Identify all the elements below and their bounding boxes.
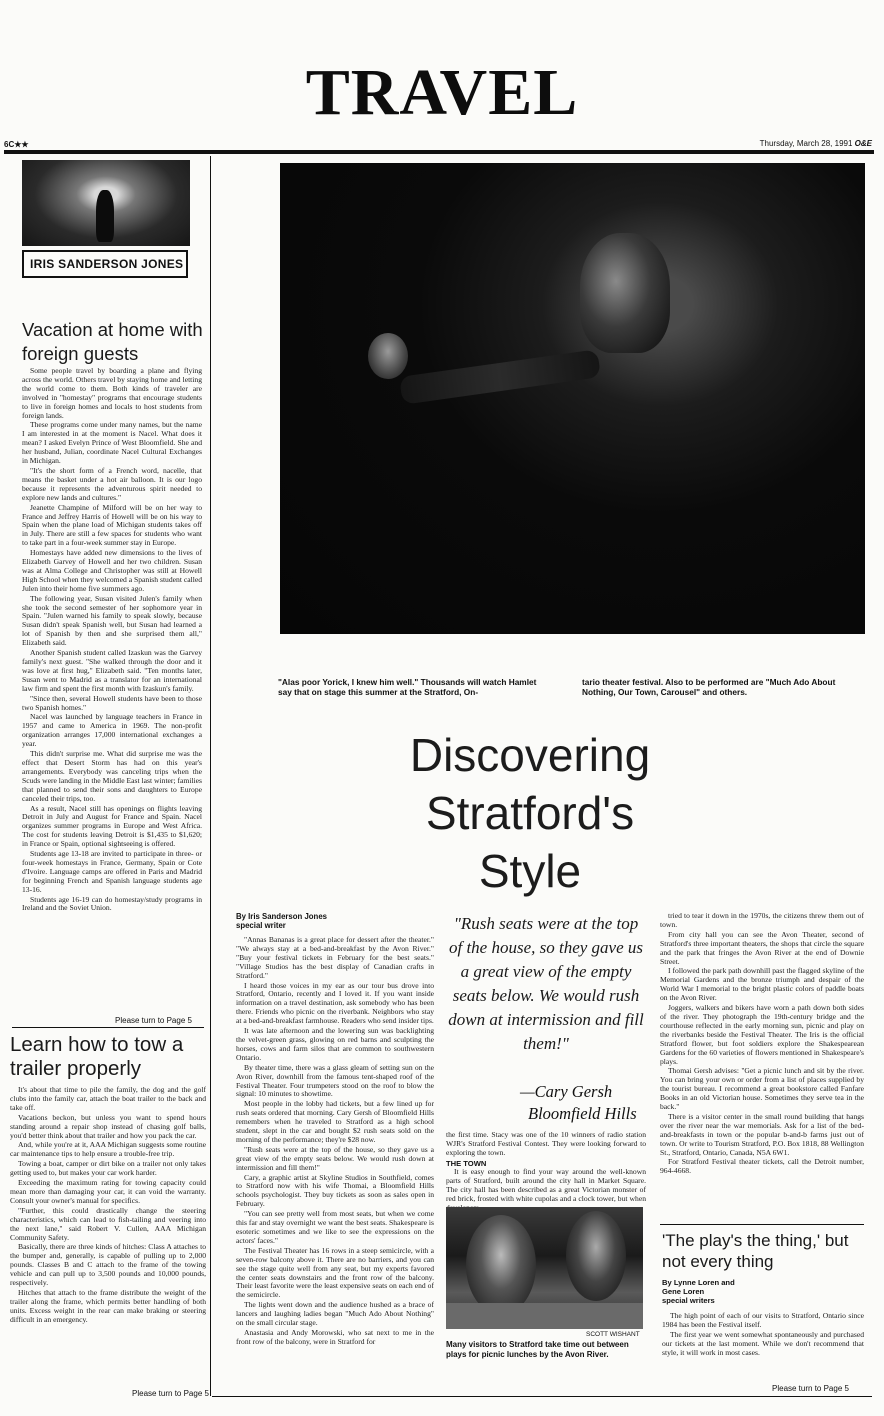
paragraph: Cary, a graphic artist at Skyline Studios in Southfield, comes to Stratford now with his wife Thomai, a Bloomfield Hills schools psychologist. They buy tickets as soon as sales open in February. bbox=[236, 1172, 434, 1209]
section-separator bbox=[210, 156, 211, 1396]
sidebar-rule bbox=[660, 1224, 864, 1225]
paragraph: Students age 13-18 are invited to participate in three- or four-week homestays in France, Germany, Spain or Cote d'Ivoire. Language camps are offered in Paris and Madrid for beginning French and Spanish language students age 13-16. bbox=[22, 849, 202, 894]
sidebar-headline: 'The play's the thing,' but not every thing bbox=[662, 1231, 849, 1271]
paragraph: Anastasia and Andy Morowski, who sat next to me in the front row of the balcony, were in Stratford for bbox=[236, 1327, 434, 1346]
feature-col2-top bbox=[446, 1131, 646, 1159]
paragraph: "Since then, several Howell students have been to those two Spanish homes." bbox=[22, 693, 202, 712]
paragraph: The first year we went somewhat spontaneously and purchased our tickets at the last moment. While we don't recommend that style, it will work in most cases. bbox=[662, 1329, 864, 1357]
paragraph: Another Spanish student called Izaskun was the Garvey family's next guest. "She walked through the door and it was love at first hug," Elizabeth said. "Ten months later, Susan went to Madrid as a translator for an international law firm and spent the first month with Izaskun's family. bbox=[22, 648, 202, 693]
masthead-rule bbox=[4, 150, 874, 154]
column-headline: Vacation at home with foreign guests bbox=[22, 319, 203, 364]
sidebar-byline-2: Gene Loren bbox=[662, 1287, 705, 1296]
column-body bbox=[22, 367, 202, 1007]
paragraph: The high point of each of our visits to Stratford, Ontario since 1984 has been the Festival itself. bbox=[662, 1312, 864, 1329]
date-text: Thursday, March 28, 1991 bbox=[759, 139, 853, 148]
sidebar-body bbox=[662, 1312, 864, 1372]
columnist-byline: IRIS SANDERSON JONES bbox=[30, 257, 184, 271]
paragraph: Exceeding the maximum rating for towing capacity could mean more than damaging your car, it can void the warranty. Consult your owner's manual for specifics. bbox=[10, 1178, 206, 1205]
sidebar-byline-1: By Lynne Loren and bbox=[662, 1278, 735, 1287]
trailer-headline: Learn how to tow a trailer properly bbox=[10, 1033, 184, 1080]
picnic-photo bbox=[446, 1207, 643, 1329]
paragraph: "You can see pretty well from most seats, but when we come this far and stay overnight we want the best seats. Shakespeare is esoteric sometimes and we like to see the expressions on the actors' faces." bbox=[236, 1209, 434, 1245]
feature-col1 bbox=[236, 936, 434, 1396]
quote-attribution-name: —Cary Gersh bbox=[520, 1082, 613, 1101]
feature-byline: By Iris Sanderson Jones bbox=[236, 912, 327, 921]
paragraph: This didn't surprise me. What did surprise me was the effect that Desert Storm has had on this year's arrangements. Everybody was canceling trips when the Scuds were landing in the Middle East last winter; families that planned to send their sons and daughters to Europe canceled their trips, too. bbox=[22, 749, 202, 803]
paragraph: From city hall you can see the Avon Theater, second of Stratford's three important theaters, the shops that circle the square and the park that fringes the Avon River at the end of Downie Street. bbox=[660, 929, 864, 966]
feature-headline bbox=[340, 726, 720, 900]
paragraph: Jeanette Champine of Milford will be on her way to France and Jeffrey Harris of Howell will be on his way to Spain when the plane load of Michigan students takes off in July. There are still a few spaces for students who want to take part in a four-week summer stay in Europe. bbox=[22, 502, 202, 548]
trailer-body bbox=[10, 1086, 206, 1386]
paragraph: And, while you're at it, AAA Michigan suggests some routine car maintenance tips to help ensure a trouble-free trip. bbox=[10, 1140, 206, 1159]
photo2-credit: SCOTT WISHANT bbox=[586, 1331, 640, 1338]
paragraph: "It's the short form of a French word, nacelle, that means the basket under a hot air balloon. It is our logo because it represents the adventurous spirit needed to explore new lands and cultures." bbox=[22, 465, 202, 502]
paragraph: These programs come under many names, but the name I am interested in at the moment is Nacel. What does it mean? I asked Evelyn Prince of West Bloomfield. She and her husband, Julian, coordinate Nacel Cultural Exchanges in Michigan. bbox=[22, 420, 202, 466]
paragraph: Thomai Gersh advises: "Get a picnic lunch and sit by the river. You can bring your own or order from a list of places supplied by the tourist bureau. I recommend a great bookstore called Fanfare Books in an old Victorian house. Sometimes they serve tea in the back." bbox=[660, 1066, 864, 1112]
edition-date bbox=[760, 139, 872, 148]
ground bbox=[446, 1303, 643, 1329]
actor-figure bbox=[580, 233, 670, 353]
column-continued: Please turn to Page 5 bbox=[115, 1016, 192, 1025]
paper-name: O&E bbox=[854, 139, 872, 148]
paragraph: "Further, this could drastically change the steering characteristics, which can lead to fish-tailing and veering into the next lane," said Robert V. Cullen, AAA Michigan Community Safety. bbox=[10, 1205, 206, 1242]
trailer-continued: Please turn to Page 5 bbox=[132, 1389, 209, 1398]
pull-quote: "Rush seats were at the top of the house, so they gave us a great view of the empty seats below. We would rush down at intermission and fill them!" bbox=[448, 914, 644, 1053]
paragraph: Homestays have added new dimensions to the lives of Elizabeth Garvey of Howell and her two children. Susan was at Alma College and Christopher was still at Howell High School when they welcomed a Spanish student called Julen into their home five summers ago. bbox=[22, 548, 202, 593]
sidebar-continued: Please turn to Page 5 bbox=[772, 1384, 849, 1393]
paragraph: It's about that time to pile the family, the dog and the golf clubs into the family car, attach the boat trailer to the back and take off. bbox=[10, 1086, 206, 1112]
col2-para: the first time. Stacy was one of the 10 winners of radio station WJR's Stratford Festival Contest. They were looking forward to exploring the town. bbox=[446, 1130, 646, 1157]
paragraph: Nacel was launched by language teachers in France in 1957 and came to America in 1969. The non-profit organization arranges 17,000 international exchanges a year. bbox=[22, 712, 202, 749]
photo-caption-right: tario theater festival. Also to be performed are "Much Ado About Nothing, Our Town, Carousel" and others. bbox=[582, 677, 836, 697]
paragraph: Basically, there are three kinds of hitches: Class A attaches to the bumper and, generally, is capable of pulling up to 2,000 pounds. Classes B and C attach to the frame of the towing vehicle and can pull up to 3,500 pounds and 10,000 pounds, respectively. bbox=[10, 1242, 206, 1288]
paragraph: I heard those voices in my ear as our tour bus drove into Stratford, Ontario, recently and I loved it. If you want inside information on a travel destination, ask somebody who has been there. Friends who picnic on the riverbank. Neighbors who stay at a bed-and-breakfast farmhouse. Readers who send insider tips. bbox=[236, 980, 434, 1026]
masthead-title: TRAVEL bbox=[305, 56, 579, 129]
paragraph: The Festival Theater has 16 rows in a steep semicircle, with a seven-row balcony above it. There are no barriers, and you can see the stage quite well from any seat, but my experts favored the center seats downstairs and the front row of the balcony. Their least favorite were the least expensive seats on each end of the semicircle. bbox=[236, 1245, 434, 1300]
paragraph: Towing a boat, camper or dirt bike on a trailer not only takes getting used to, but makes your car work harder. bbox=[10, 1159, 206, 1178]
paragraph: Some people travel by boarding a plane and flying across the world. Others travel by staying home and letting the world come to them. Both kinds of traveler are involved in "homestay" programs that encourage students to live in foreign homes and locals to host students from foreign lands. bbox=[22, 367, 202, 420]
paragraph: Joggers, walkers and bikers have worn a path down both sides of the river. They photograph the 19th-century bridge and the courthouse reflected in the early morning sun, picnic and play on the riverbanks beside the Festival Theater. The Iris is the official Stratford flower, but foot soldiers explore the Shakespearean Gardens for the 60 varieties of flowers mentioned in Shakespeare's plays. bbox=[660, 1003, 864, 1066]
page-bottom-rule bbox=[212, 1396, 872, 1397]
photo2-caption: Many visitors to Stratford take time out between plays for picnic lunches by the Avon River. bbox=[446, 1340, 629, 1359]
paragraph: There is a visitor center in the small round building that hangs over the river near the war memorials. Ask for a list of the bed-and-breakfasts in town or the popular b-and-b farms just out of town. Or write to Tourism Stratford, P.O. Box 1818, 88 Wellington St., Stratford, Ontario, Canada, N5A 6W1. bbox=[660, 1111, 864, 1157]
page-number: 6C★★ bbox=[4, 140, 29, 149]
paragraph: By theater time, there was a glass gleam of setting sun on the Avon River, downhill from the famous tent-shaped roof of the Festival Theater. Four trumpeters stood on the roof to blow the signal: 10 minutes to showtime. bbox=[236, 1062, 434, 1099]
paragraph: Students age 16-19 can do homestay/study programs in Ireland and the Soviet Union. bbox=[22, 894, 202, 913]
headline-line-3: Style bbox=[478, 845, 582, 897]
paragraph: "Annas Bananas is a great place for dessert after the theater." "We always stay at a bed-and-breakfast by the Avon River." "Buy your festival tickets in February for the best seats." "Village Studios has the best display of Canadian crafts in Stratford." bbox=[236, 936, 434, 980]
sidebar-byline bbox=[662, 1278, 735, 1305]
silhouette bbox=[96, 190, 114, 242]
arm bbox=[399, 349, 601, 405]
subhead-town: THE TOWN bbox=[446, 1159, 487, 1168]
paragraph: As a result, Nacel still has openings on flights leaving Detroit in July and August for France and Spain. Nacel organizes summer programs in Europe and West Africa. The cost for students leaving Detroit is $1,435 to $1,620; in France or Spain, optional sightseeing is offered. bbox=[22, 803, 202, 849]
quote-attribution-place: Bloomfield Hills bbox=[528, 1104, 637, 1123]
tree-1 bbox=[466, 1215, 536, 1315]
columnist-photo bbox=[22, 160, 190, 246]
columnist-byline-box bbox=[22, 250, 188, 278]
paragraph: Most people in the lobby had tickets, but a few lined up for rush seats ordered that morning. Cary Gersh of Bloomfield Hills remembers when he traveled to Stratford as a high school student, slept in the car and bought $2 rush seats sold on the morning of the performance; they're $28 now. bbox=[236, 1099, 434, 1144]
paragraph: For Stratford Festival theater tickets, call the Detroit number, 964-4668. bbox=[660, 1157, 864, 1176]
paragraph: Hitches that attach to the frame distribute the weight of the trailer along the frame, which permits better handling of both units. Excess weight in the rear can make braking or steering difficult in an emergency. bbox=[10, 1287, 206, 1324]
paragraph: "Rush seats were at the top of the house, so they gave us a great view of the empty seats below. We would rush down at intermission and fill them!" bbox=[236, 1144, 434, 1172]
hamlet-photo bbox=[280, 163, 865, 634]
paragraph: The lights went down and the audience hushed as a brace of lancers and laughing ladies began "Much Ado About Nothing" on the small circular stage. bbox=[236, 1300, 434, 1328]
paragraph: It was late afternoon and the lowering sun was backlighting the velvet-green grass, glowing on red barns and sculpting the horses, cows and farm silos that are common to southwestern Ontario. bbox=[236, 1026, 434, 1062]
feature-byline-role: special writer bbox=[236, 921, 286, 930]
col2-town-para: It is easy enough to find your way around the well-known parts of Stratford, built around the city hall in Market Square. The city hall has been described as a great Victorian monster of red brick, frosted with white cupolas and a clock tower, but when bbox=[446, 1167, 646, 1203]
paragraph: I followed the park path downhill past the flagged skyline of the Memorial Gardens and the bronze triumph and despair of the World War I memorial to the bright plastic colors of paddle boats on the Avon River. bbox=[660, 966, 864, 1003]
skull bbox=[368, 333, 408, 379]
headline-line-1: Discovering bbox=[409, 729, 651, 781]
tree-2 bbox=[566, 1211, 626, 1301]
sidebar-role: special writers bbox=[662, 1296, 715, 1305]
paragraph: tried to tear it down in the 1970s, the citizens threw them out of town. bbox=[660, 912, 864, 929]
paragraph: Vacations beckon, but unless you want to spend hours standing around a repair shop instead of chasing golf balls, you'd better think about that trailer and how you pack the car. bbox=[10, 1112, 206, 1140]
headline-line-2: Stratford's bbox=[425, 787, 635, 839]
paragraph: The following year, Susan visited Julen's family when she took the second semester of her sophomore year in Spain. "Julen warned his family to speak slowly, because Susan didn't speak Spanish well, but Susan had learned a lot of Spanish by then and she surprised them all," Elizabeth said. bbox=[22, 593, 202, 648]
column-divider bbox=[12, 1027, 204, 1028]
feature-col3 bbox=[660, 912, 864, 1222]
photo-caption-left: "Alas poor Yorick, I knew him well." Thousands will watch Hamlet say that on stage this summer at the Stratford, On- bbox=[278, 677, 537, 697]
